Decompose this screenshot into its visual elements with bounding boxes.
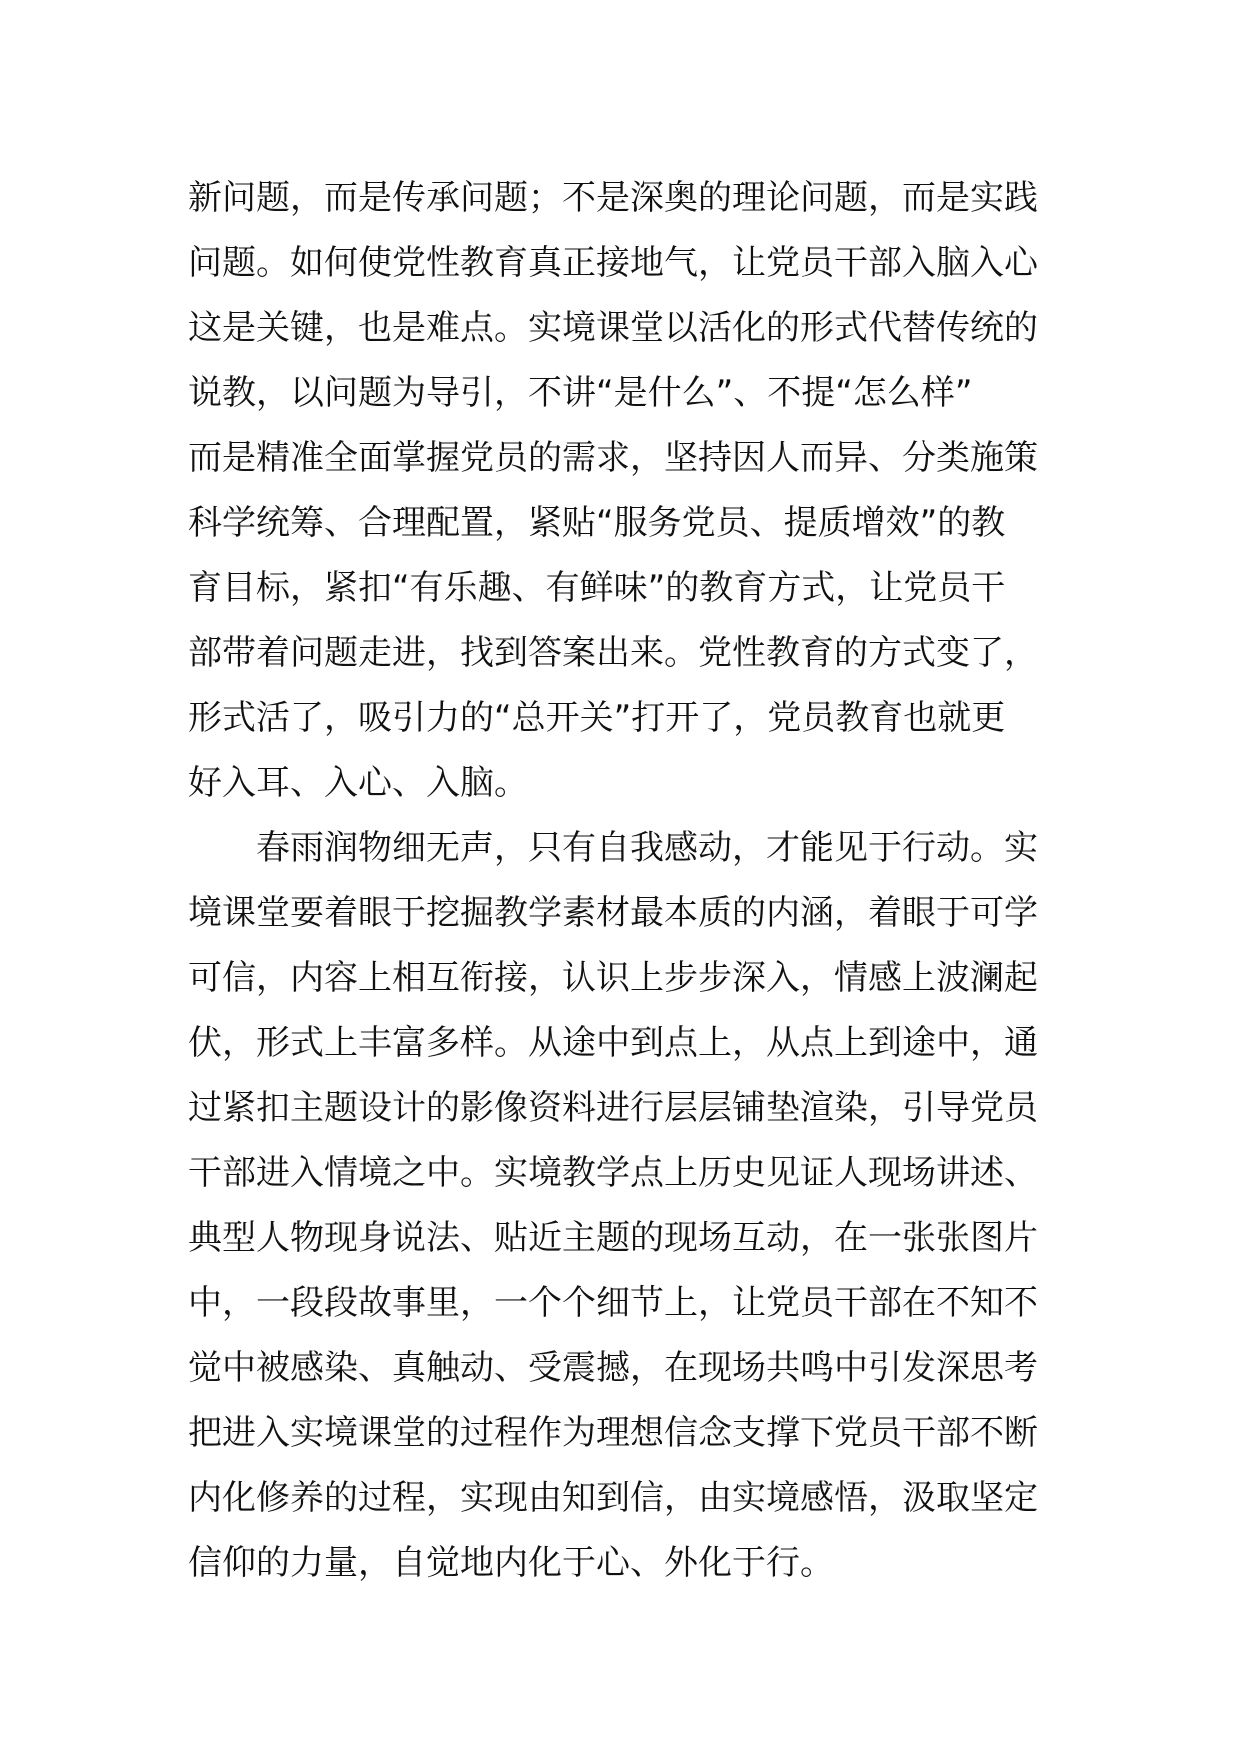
text-line: 觉中被感染、真触动、受震撼，在现场共鸣中引发深思考: [188, 1348, 1038, 1388]
body-text: [188, 166, 1068, 1596]
text-line: 好入耳、入心、入脑。: [188, 763, 528, 803]
text-line: 可信，内容上相互衔接，认识上步步深入，情感上波澜起: [188, 958, 1038, 998]
text-line: 育目标，紧扣“有乐趣、有鲜味”的教育方式，让党员干: [188, 568, 1006, 608]
text-line: 形式活了，吸引力的“总开关”打开了，党员教育也就更: [188, 698, 1006, 738]
text-line: 把进入实境课堂的过程作为理想信念支撑下党员干部不断: [188, 1413, 1038, 1453]
text-line: 信仰的力量，自觉地内化于心、外化于行。: [188, 1543, 834, 1583]
text-line: 而是精准全面掌握党员的需求，坚持因人而异、分类施策: [188, 438, 1038, 478]
text-line: 说教，以问题为导引，不讲“是什么”、不提“怎么样”: [188, 373, 973, 413]
text-line: 干部进入情境之中。实境教学点上历史见证人现场讲述、: [188, 1153, 1038, 1193]
text-line: 部带着问题走进，找到答案出来。党性教育的方式变了，: [188, 633, 1038, 673]
text-line: 境课堂要着眼于挖掘教学素材最本质的内涵，着眼于可学: [188, 893, 1038, 933]
text-line: 过紧扣主题设计的影像资料进行层层铺垫渲染，引导党员: [188, 1088, 1038, 1128]
text-line: 典型人物现身说法、贴近主题的现场互动，在一张张图片: [188, 1218, 1038, 1258]
text-line: 科学统筹、合理配置，紧贴“服务党员、提质增效”的教: [188, 503, 1006, 543]
text-line: 新问题，而是传承问题；不是深奥的理论问题，而是实践: [188, 178, 1038, 218]
text-line: 中，一段段故事里，一个个细节上，让党员干部在不知不: [188, 1283, 1038, 1323]
text-line: 内化修养的过程，实现由知到信，由实境感悟，汲取坚定: [188, 1478, 1038, 1518]
text-line: 这是关键，也是难点。实境课堂以活化的形式代替传统的: [188, 308, 1038, 348]
text-line: 问题。如何使党性教育真正接地气，让党员干部入脑入心: [188, 243, 1038, 283]
text-line: 伏，形式上丰富多样。从途中到点上，从点上到途中，通: [188, 1023, 1038, 1063]
paragraph-start-line: 春雨润物细无声，只有自我感动，才能见于行动。实: [256, 828, 1038, 868]
